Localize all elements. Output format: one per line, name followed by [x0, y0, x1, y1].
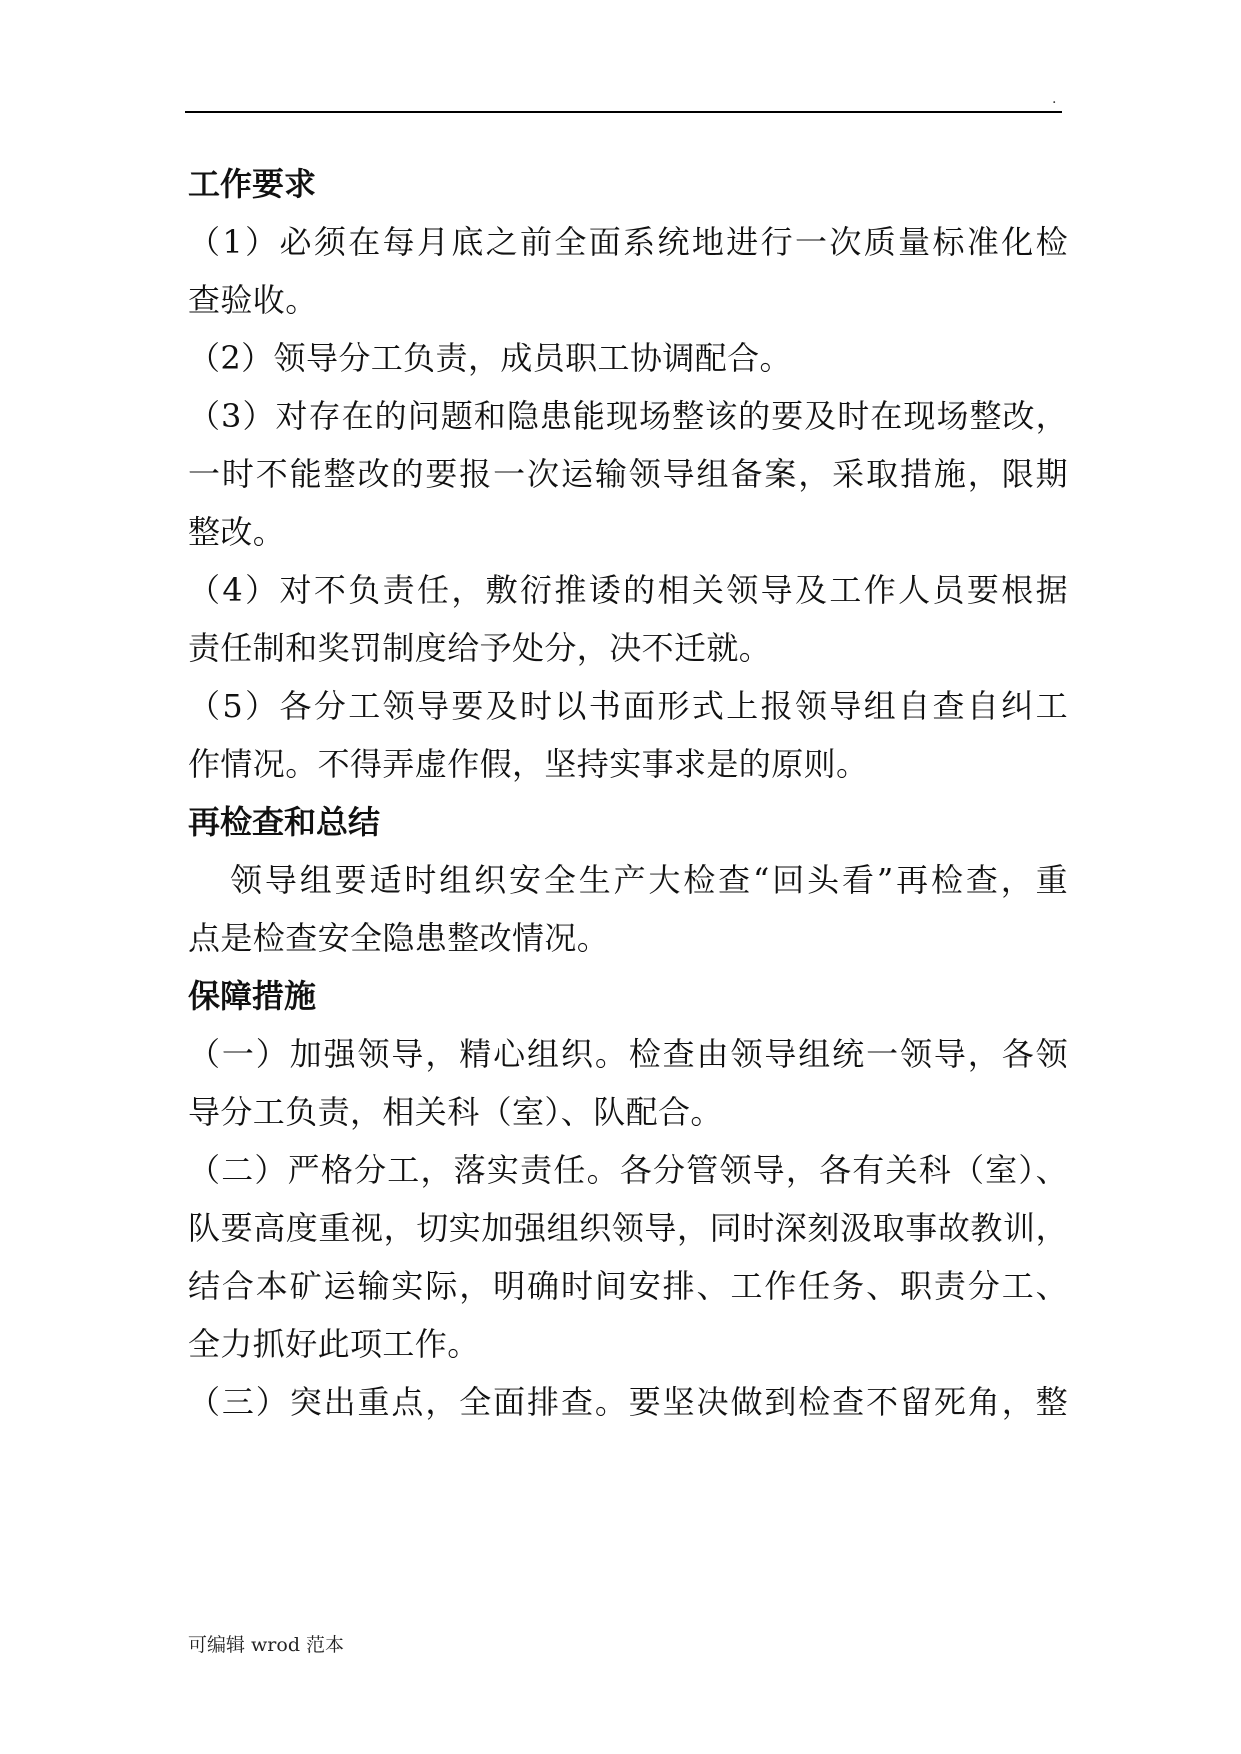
- paragraph-line: （2）领导分工负责，成员职工协调配合。: [188, 339, 792, 377]
- header-mark: .: [1052, 91, 1057, 107]
- paragraph-line: 查验收。: [188, 281, 318, 319]
- paragraph-line: （4）对不负责任，敷衍推诿的相关领导及工作人员要根据: [188, 571, 1068, 609]
- heading-work-requirements: 工作要求: [188, 165, 317, 203]
- header-rule: [185, 111, 1062, 113]
- paragraph-line: 导分工负责，相关科（室）、队配合。: [188, 1093, 723, 1131]
- paragraph-line: 一时不能整改的要报一次运输领导组备案，采取措施，限期: [188, 455, 1068, 493]
- paragraph-line: （3）对存在的问题和隐患能现场整该的要及时在现场整改，: [188, 397, 1068, 435]
- paragraph-line: 责任制和奖罚制度给予处分，决不迁就。: [188, 629, 772, 667]
- paragraph-line: 整改。: [188, 513, 286, 551]
- paragraph-line: （一）加强领导，精心组织。检查由领导组统一领导，各领: [188, 1035, 1068, 1073]
- paragraph-line: （二）严格分工，落实责任。各分管领导，各有关科（室）、: [188, 1151, 1068, 1189]
- paragraph-line: 结合本矿运输实际，明确时间安排、工作任务、职责分工、: [188, 1267, 1068, 1305]
- paragraph-line: 全力抓好此项工作。: [188, 1325, 480, 1363]
- footer-note: 可编辑 wrod 范本: [188, 1634, 345, 1656]
- paragraph-line: （1）必须在每月底之前全面系统地进行一次质量标准化检: [188, 223, 1068, 261]
- paragraph-line: 领导组要适时组织安全生产大检查“回头看”再检查，重: [230, 861, 1068, 899]
- heading-safeguards: 保障措施: [188, 977, 317, 1015]
- paragraph-line: 队要高度重视，切实加强组织领导，同时深刻汲取事故教训，: [188, 1209, 1068, 1247]
- paragraph-line: （三）突出重点，全面排查。要坚决做到检查不留死角，整: [188, 1383, 1068, 1421]
- heading-recheck-summary: 再检查和总结: [188, 803, 381, 841]
- paragraph-line: 作情况。不得弄虚作假，坚持实事求是的原则。: [188, 745, 869, 783]
- paragraph-line: （5）各分工领导要及时以书面形式上报领导组自查自纠工: [188, 687, 1068, 725]
- paragraph-line: 点是检查安全隐患整改情况。: [188, 919, 610, 957]
